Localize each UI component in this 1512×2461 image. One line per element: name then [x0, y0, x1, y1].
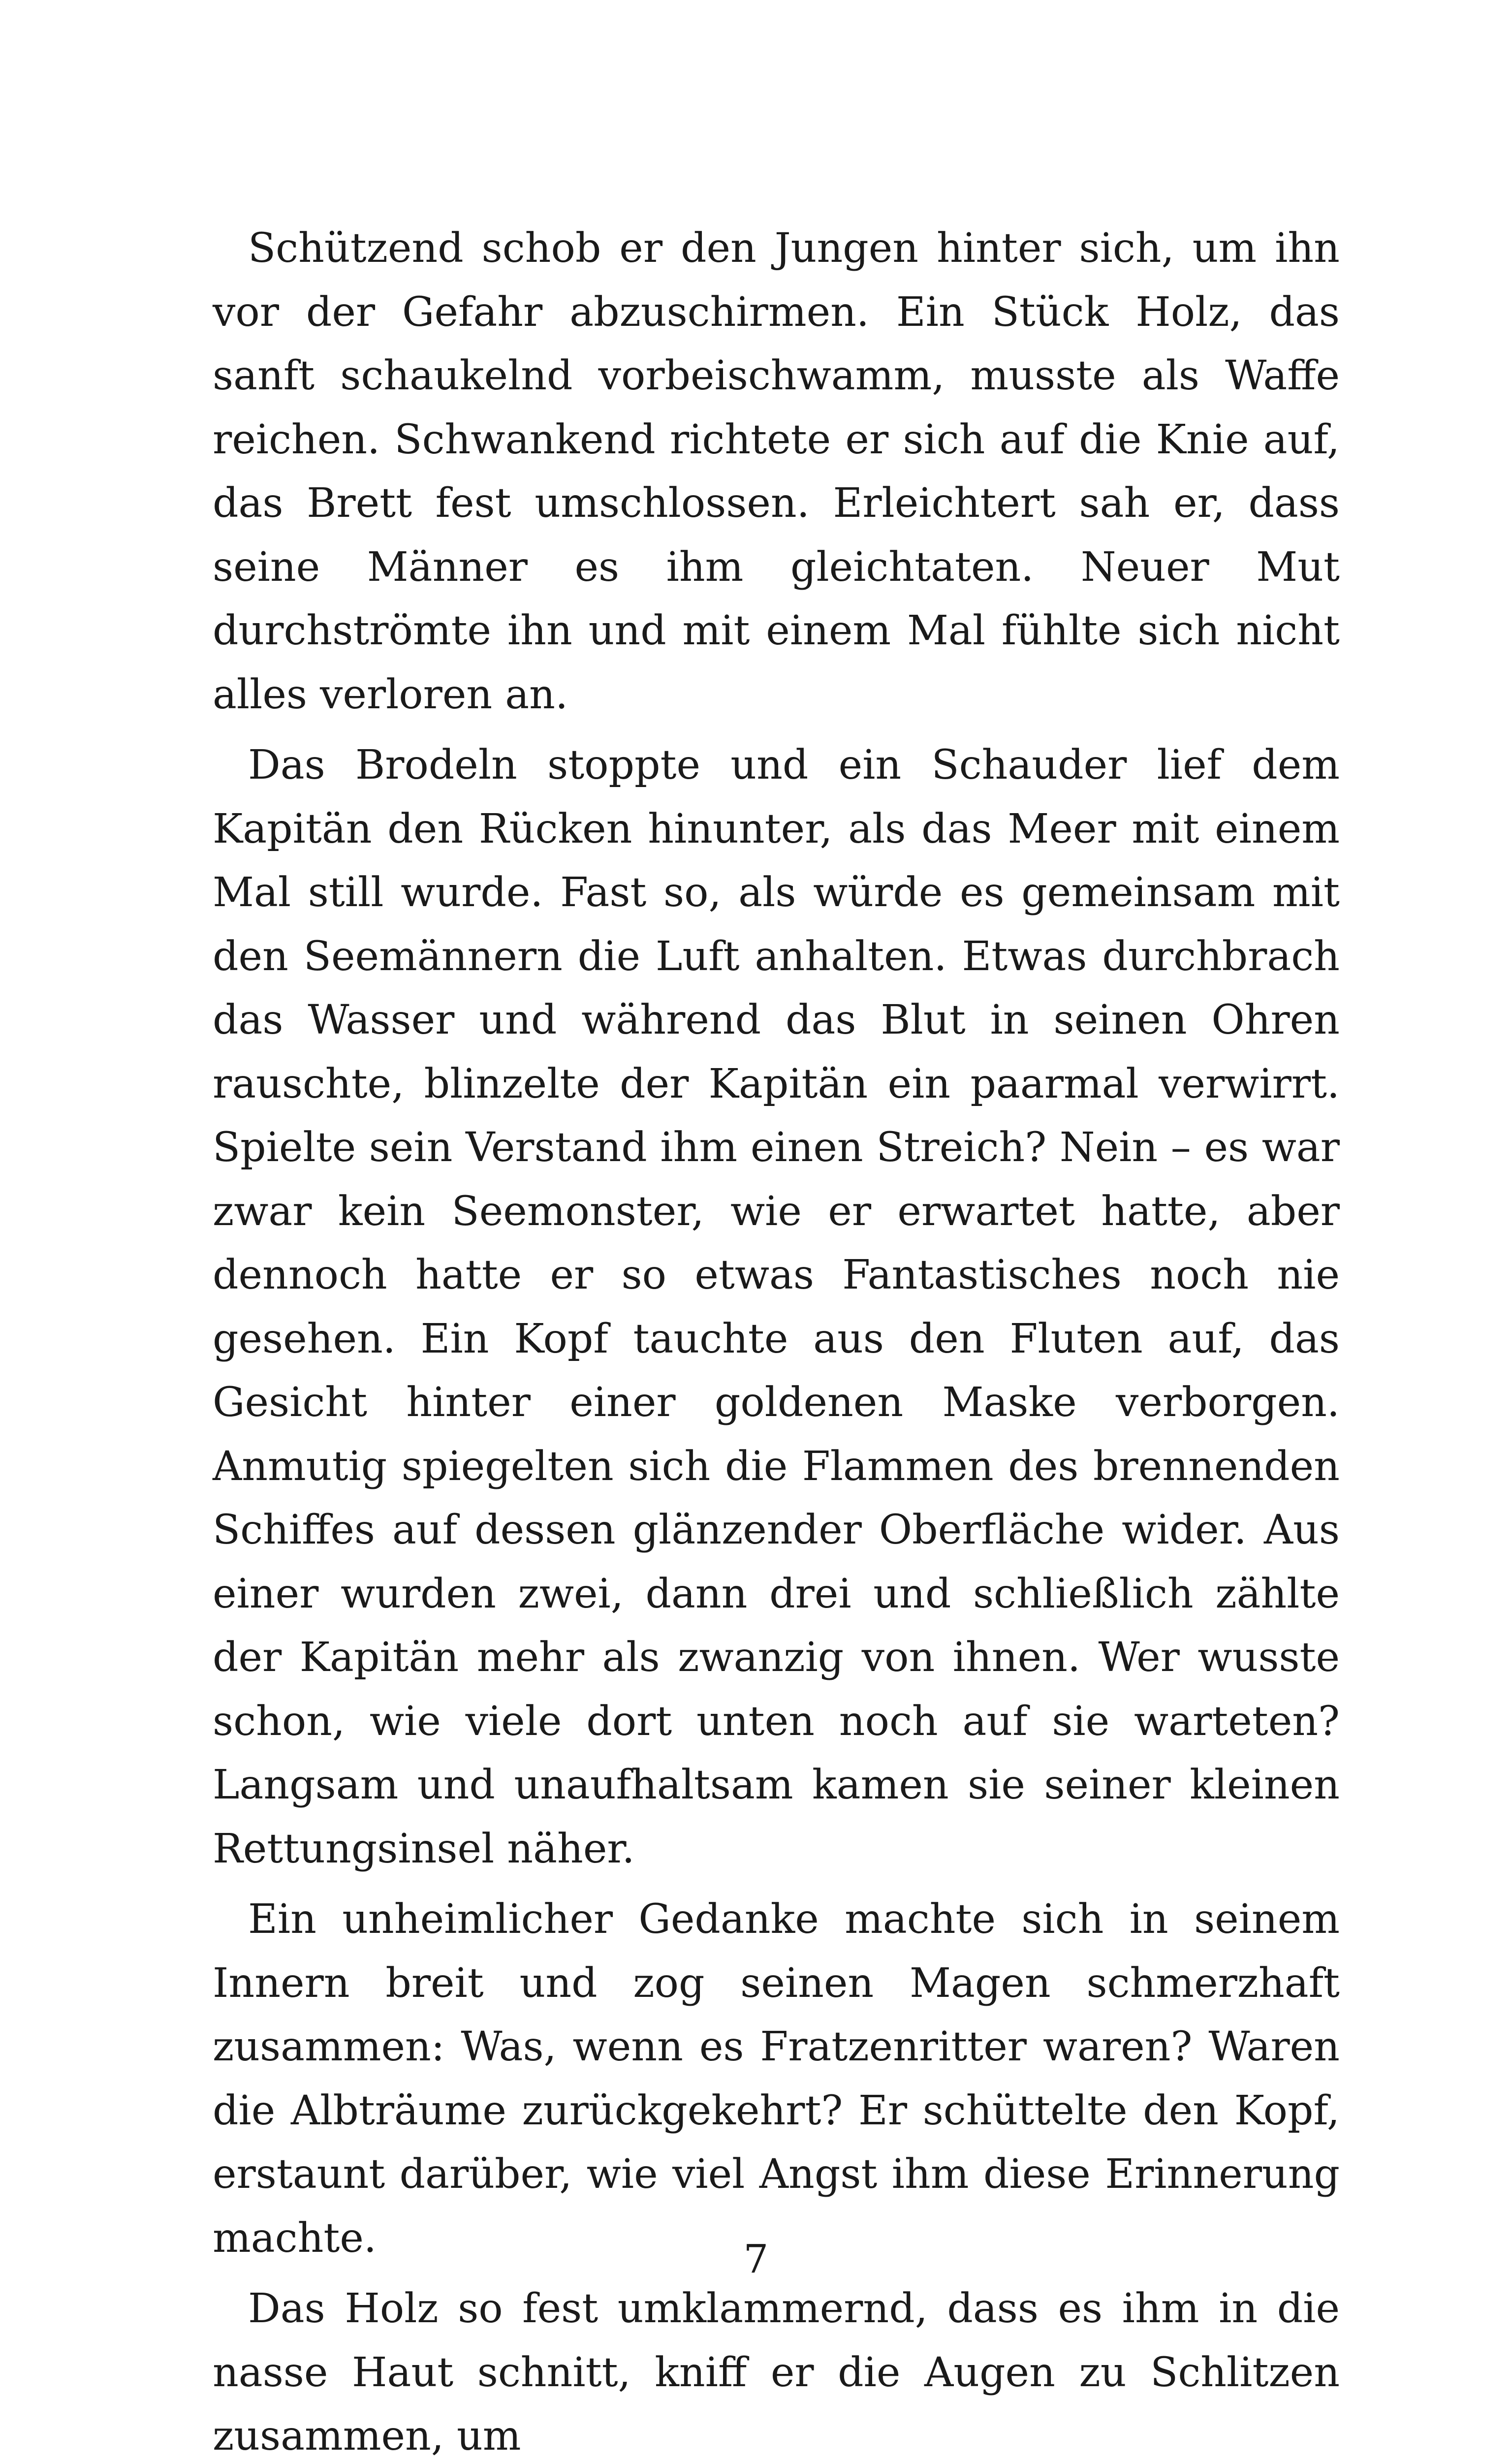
- paragraph-3: Ein unheimlicher Gedanke machte sich in seinem Innern breit und zog seinen Magen schmerzhaft zusammen: Was, wenn es Fratzenritter waren? Waren die Albträume zurückgekehrt? Er schüttelte den Kopf, erstaunt darüber, wie viel Angst ihm diese Erinnerung machte.: [213, 1896, 1340, 2262]
- body-text: [213, 217, 1340, 2461]
- page-number: 7: [743, 2236, 769, 2282]
- paragraph-4: Das Holz so fest umklammernd, dass es ihm in die nasse Haut schnitt, kniff er die Augen zu Schlitzen zusammen, um: [213, 2285, 1340, 2460]
- paragraph-2: Das Brodeln stoppte und ein Schauder lief dem Kapitän den Rücken hinunter, als das Meer mit einem Mal still wurde. Fast so, als würde es gemeinsam mit den Seemännern die Luft anhalten. Etwas durchbrach das Wasser und während das Blut in seinen Ohren rauschte, blinzelte der Kapitän ein paarmal verwirrt. Spielte sein Verstand ihm einen Streich? Nein – es war zwar kein Seemonster, wie er erwartet hatte, aber dennoch hatte er so etwas Fantastisches noch nie gesehen. Ein Kopf tauchte aus den Fluten auf, das Gesicht hinter einer goldenen Maske verborgen. Anmutig spiegelten sich die Flammen des brennenden Schiffes auf dessen glänzender Oberfläche wider. Aus einer wurden zwei, dann drei und schließlich zählte der Kapitän mehr als zwanzig von ihnen. Wer wusste schon, wie viele dort unten noch auf sie warteten? Langsam und unaufhaltsam kamen sie seiner kleinen Rettungsinsel näher.: [213, 742, 1340, 1872]
- paragraph-1: Schützend schob er den Jungen hinter sich, um ihn vor der Gefahr abzuschirmen. Ein Stück Holz, das sanft schaukelnd vorbeischwamm, musste als Waffe reichen. Schwankend richtete er sich auf die Knie auf, das Brett fest umschlossen. Erleichtert sah er, dass seine Männer es ihm gleichtaten. Neuer Mut durchströmte ihn und mit einem Mal fühlte sich nicht alles verloren an.: [213, 225, 1340, 718]
